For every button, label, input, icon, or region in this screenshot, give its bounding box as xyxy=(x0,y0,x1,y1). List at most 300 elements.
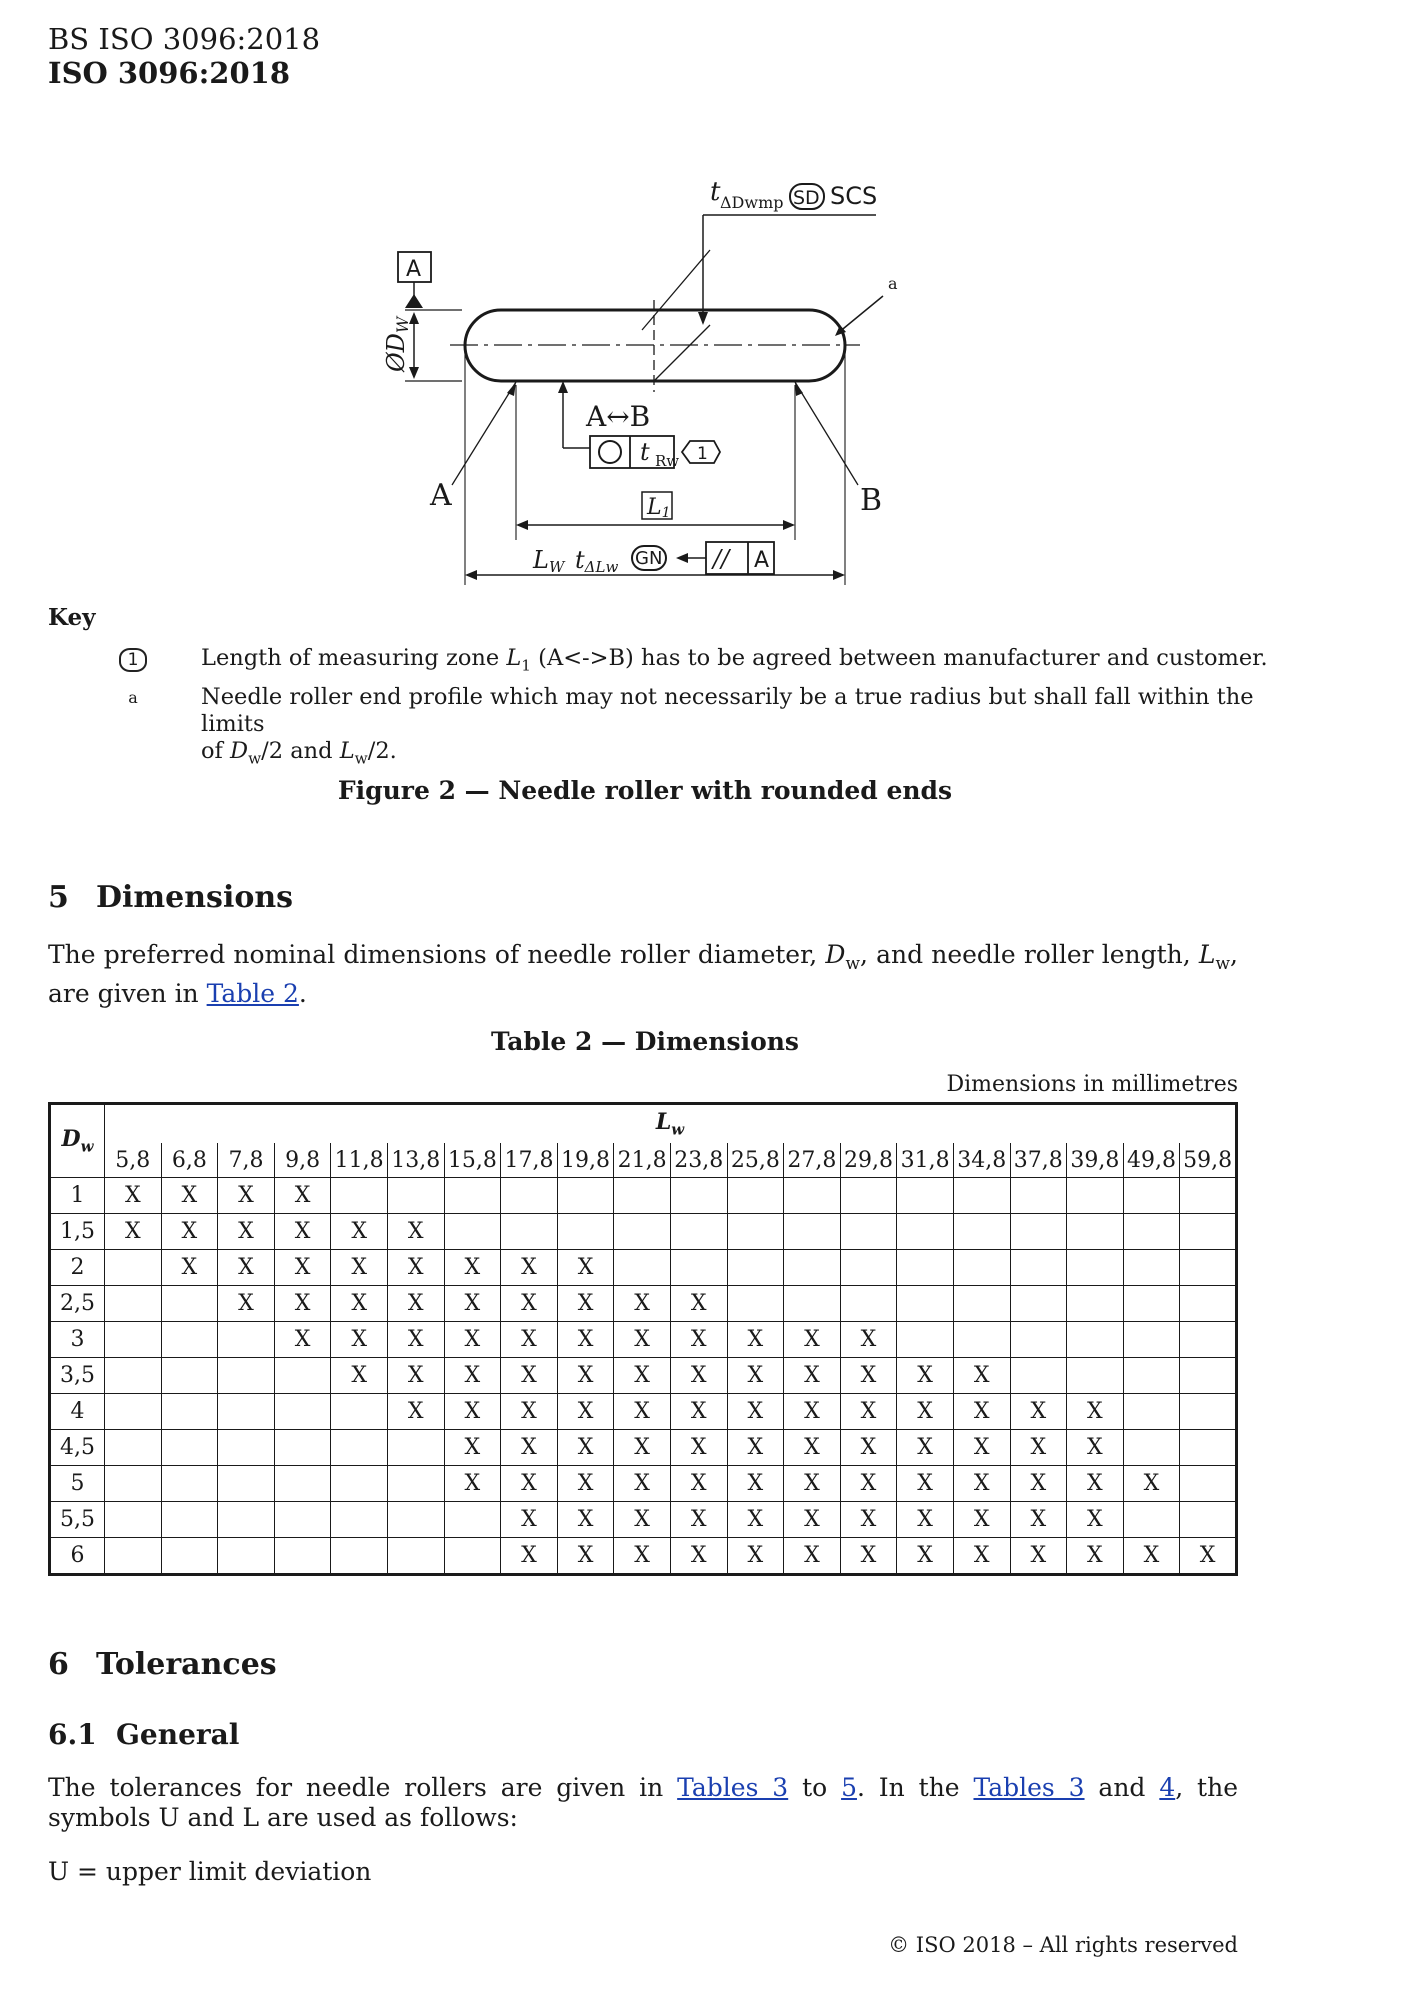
availability-cell xyxy=(953,1214,1010,1250)
availability-cell: X xyxy=(1067,1430,1124,1466)
lw-value-header: 13,8 xyxy=(387,1143,444,1178)
availability-cell: X xyxy=(727,1538,784,1575)
availability-cell: X xyxy=(331,1322,388,1358)
lw-value-header: 27,8 xyxy=(784,1143,841,1178)
availability-cell xyxy=(784,1214,841,1250)
availability-cell xyxy=(1180,1466,1237,1502)
availability-cell: X xyxy=(727,1394,784,1430)
availability-cell: X xyxy=(218,1178,275,1214)
availability-cell xyxy=(1010,1322,1067,1358)
lw-value-header: 7,8 xyxy=(218,1143,275,1178)
label-A: A xyxy=(430,478,452,513)
lw-value-header: 59,8 xyxy=(1180,1143,1237,1178)
availability-cell xyxy=(274,1502,331,1538)
availability-cell: X xyxy=(557,1538,614,1575)
datum-triangle xyxy=(405,294,423,308)
availability-cell: X xyxy=(953,1466,1010,1502)
availability-cell: X xyxy=(274,1214,331,1250)
availability-cell xyxy=(953,1178,1010,1214)
availability-cell: X xyxy=(840,1430,897,1466)
availability-cell: X xyxy=(840,1394,897,1430)
availability-cell: X xyxy=(444,1430,501,1466)
availability-cell: X xyxy=(557,1466,614,1502)
availability-cell xyxy=(1123,1430,1180,1466)
availability-cell xyxy=(218,1394,275,1430)
availability-cell: X xyxy=(387,1286,444,1322)
availability-cell xyxy=(387,1430,444,1466)
availability-cell xyxy=(1180,1430,1237,1466)
tol-top-sub: ΔDwmp xyxy=(720,193,784,212)
table-row xyxy=(50,1322,1237,1358)
lw-value-header: 6,8 xyxy=(161,1143,218,1178)
dw-value-cell: 3,5 xyxy=(50,1358,105,1394)
availability-cell: X xyxy=(218,1250,275,1286)
availability-cell: X xyxy=(444,1250,501,1286)
key-symbol-a: a xyxy=(128,688,138,707)
availability-cell xyxy=(953,1250,1010,1286)
availability-cell xyxy=(161,1322,218,1358)
availability-cell: X xyxy=(1010,1502,1067,1538)
availability-cell xyxy=(670,1250,727,1286)
tables-3-link[interactable]: Tables 3 xyxy=(677,1773,789,1802)
availability-cell: X xyxy=(1010,1430,1067,1466)
availability-cell xyxy=(1123,1250,1180,1286)
availability-cell: X xyxy=(670,1538,727,1575)
availability-cell: X xyxy=(501,1322,558,1358)
availability-cell xyxy=(274,1538,331,1575)
availability-cell xyxy=(218,1358,275,1394)
availability-cell xyxy=(105,1394,162,1430)
availability-cell: X xyxy=(557,1322,614,1358)
tol-top-t: t xyxy=(710,177,721,207)
availability-cell xyxy=(105,1358,162,1394)
section-5-heading: 5 Dimensions xyxy=(48,880,294,915)
availability-cell: X xyxy=(1010,1394,1067,1430)
availability-cell: X xyxy=(784,1538,841,1575)
availability-cell xyxy=(274,1358,331,1394)
availability-cell: X xyxy=(387,1322,444,1358)
availability-cell: X xyxy=(331,1358,388,1394)
table-row xyxy=(50,1286,1237,1322)
availability-cell: X xyxy=(670,1502,727,1538)
availability-cell xyxy=(1180,1178,1237,1214)
availability-cell xyxy=(1067,1178,1124,1214)
parallel-symbol: // xyxy=(713,545,730,573)
availability-cell xyxy=(331,1178,388,1214)
availability-cell: X xyxy=(1010,1538,1067,1575)
availability-cell: X xyxy=(1180,1538,1237,1575)
availability-cell xyxy=(784,1286,841,1322)
availability-cell xyxy=(387,1538,444,1575)
availability-cell: X xyxy=(161,1250,218,1286)
availability-cell: X xyxy=(784,1430,841,1466)
availability-cell: X xyxy=(1067,1538,1124,1575)
availability-cell: X xyxy=(727,1466,784,1502)
key-symbol-1: 1 xyxy=(113,645,153,672)
availability-cell xyxy=(1123,1178,1180,1214)
availability-cell xyxy=(727,1250,784,1286)
availability-cell xyxy=(105,1502,162,1538)
availability-cell: X xyxy=(387,1214,444,1250)
availability-cell xyxy=(1010,1214,1067,1250)
availability-cell xyxy=(840,1250,897,1286)
availability-cell xyxy=(1067,1322,1124,1358)
availability-cell xyxy=(897,1250,954,1286)
table-row xyxy=(50,1178,1237,1214)
availability-cell: X xyxy=(501,1466,558,1502)
lw-value-header: 31,8 xyxy=(897,1143,954,1178)
dw-value-cell: 4,5 xyxy=(50,1430,105,1466)
availability-cell xyxy=(1180,1214,1237,1250)
availability-cell xyxy=(840,1286,897,1322)
availability-cell: X xyxy=(557,1430,614,1466)
availability-cell xyxy=(614,1214,671,1250)
availability-cell: X xyxy=(501,1358,558,1394)
table-row xyxy=(50,1430,1237,1466)
availability-cell: X xyxy=(727,1322,784,1358)
availability-cell: X xyxy=(557,1286,614,1322)
availability-cell: X xyxy=(897,1538,954,1575)
availability-cell xyxy=(614,1250,671,1286)
diag-upper xyxy=(642,250,710,330)
availability-cell xyxy=(614,1178,671,1214)
table-2-link[interactable]: Table 2 xyxy=(206,979,299,1008)
availability-cell: X xyxy=(1123,1538,1180,1575)
dw-value-cell: 6 xyxy=(50,1538,105,1575)
lw-value-header: 29,8 xyxy=(840,1143,897,1178)
availability-cell: X xyxy=(727,1502,784,1538)
runout-sub: Rw xyxy=(655,452,680,470)
availability-cell xyxy=(161,1358,218,1394)
availability-cell xyxy=(1180,1394,1237,1430)
availability-cell: X xyxy=(784,1394,841,1430)
tables-3-link-2[interactable]: Tables 3 xyxy=(973,1773,1085,1802)
availability-cell xyxy=(161,1286,218,1322)
availability-cell: X xyxy=(670,1322,727,1358)
table-row xyxy=(50,1538,1237,1575)
datum-box-label: A xyxy=(406,257,422,282)
availability-cell xyxy=(1123,1286,1180,1322)
parallel-datum: A xyxy=(754,548,770,573)
availability-cell xyxy=(331,1538,388,1575)
availability-cell: X xyxy=(444,1358,501,1394)
availability-cell xyxy=(727,1178,784,1214)
availability-cell xyxy=(444,1178,501,1214)
lw-value-header: 23,8 xyxy=(670,1143,727,1178)
availability-cell: X xyxy=(840,1538,897,1575)
availability-cell: X xyxy=(953,1538,1010,1575)
availability-cell xyxy=(897,1178,954,1214)
availability-cell xyxy=(784,1178,841,1214)
availability-cell: X xyxy=(614,1430,671,1466)
copyright-footer: © ISO 2018 – All rights reserved xyxy=(888,1933,1238,1957)
figure-caption: Figure 2 — Needle roller with rounded ends xyxy=(337,776,953,805)
availability-cell xyxy=(274,1430,331,1466)
availability-cell: X xyxy=(1067,1466,1124,1502)
availability-cell: X xyxy=(444,1394,501,1430)
availability-cell: X xyxy=(1067,1502,1124,1538)
availability-cell: X xyxy=(897,1394,954,1430)
availability-cell: X xyxy=(218,1286,275,1322)
lw-group-header: $L_w$ xyxy=(105,1104,1237,1144)
availability-cell: X xyxy=(840,1466,897,1502)
availability-cell xyxy=(1010,1286,1067,1322)
section-5-paragraph: The preferred nominal dimensions of needle roller diameter, $D_w$, and needle roller length, $L_w$, are given in Table 2. xyxy=(48,940,1238,1008)
availability-cell: X xyxy=(331,1250,388,1286)
availability-cell xyxy=(161,1430,218,1466)
availability-cell xyxy=(444,1502,501,1538)
note-a-leader xyxy=(838,296,883,333)
availability-cell xyxy=(218,1538,275,1575)
availability-cell xyxy=(1180,1250,1237,1286)
availability-cell xyxy=(387,1466,444,1502)
availability-cell: X xyxy=(670,1394,727,1430)
availability-cell: X xyxy=(501,1286,558,1322)
document-header-iso: ISO 3096:2018 xyxy=(48,56,290,90)
ab-label: A↔B xyxy=(586,400,651,433)
availability-cell: X xyxy=(614,1394,671,1430)
availability-cell xyxy=(1067,1214,1124,1250)
availability-cell xyxy=(1067,1358,1124,1394)
key-text-a: Needle roller end profile which may not necessarily be a true radius but shall fall within the limits of $D_w/2$ and $L_w/2$. xyxy=(201,684,1254,768)
availability-cell: X xyxy=(501,1250,558,1286)
availability-cell: X xyxy=(897,1430,954,1466)
dw-column-header: $D_w$ xyxy=(50,1104,105,1178)
availability-cell: X xyxy=(501,1502,558,1538)
availability-cell xyxy=(387,1178,444,1214)
diameter-label: ØDW xyxy=(382,316,412,372)
dw-value-cell: 2 xyxy=(50,1250,105,1286)
availability-cell: X xyxy=(670,1430,727,1466)
availability-cell: X xyxy=(953,1394,1010,1430)
availability-cell xyxy=(1010,1178,1067,1214)
lw-value-header: 25,8 xyxy=(727,1143,784,1178)
lw-value-header: 19,8 xyxy=(557,1143,614,1178)
table-4-link[interactable]: 4 xyxy=(1159,1773,1176,1802)
availability-cell: X xyxy=(840,1502,897,1538)
availability-cell: X xyxy=(501,1430,558,1466)
availability-cell: X xyxy=(274,1286,331,1322)
dw-value-cell: 4 xyxy=(50,1394,105,1430)
availability-cell: X xyxy=(387,1250,444,1286)
lw-value-header: 39,8 xyxy=(1067,1143,1124,1178)
callout-1-label: 1 xyxy=(697,444,708,464)
availability-cell xyxy=(953,1286,1010,1322)
dw-value-cell: 2,5 xyxy=(50,1286,105,1322)
note-a-marker: a xyxy=(888,274,898,293)
section-6-1-paragraph: The tolerances for needle rollers are given in Tables 3 to 5. In the Tables 3 and 4, the symbols U and L are used as follows: xyxy=(48,1773,1238,1832)
availability-cell: X xyxy=(105,1178,162,1214)
availability-cell: X xyxy=(727,1358,784,1394)
availability-cell: X xyxy=(105,1214,162,1250)
availability-cell: X xyxy=(784,1502,841,1538)
availability-cell: X xyxy=(897,1358,954,1394)
availability-cell xyxy=(670,1178,727,1214)
availability-cell xyxy=(897,1286,954,1322)
lw-value-header: 9,8 xyxy=(274,1143,331,1178)
table-row xyxy=(50,1214,1237,1250)
leader-B xyxy=(795,382,858,485)
availability-cell: X xyxy=(953,1358,1010,1394)
needle-roller-drawing xyxy=(360,170,920,600)
runout-t: t xyxy=(640,438,650,466)
availability-cell: X xyxy=(274,1178,331,1214)
availability-cell: X xyxy=(614,1286,671,1322)
availability-cell xyxy=(1123,1358,1180,1394)
availability-cell xyxy=(557,1214,614,1250)
availability-cell xyxy=(897,1322,954,1358)
availability-cell xyxy=(557,1178,614,1214)
availability-cell xyxy=(161,1502,218,1538)
lw-value-header: 15,8 xyxy=(444,1143,501,1178)
dimensions-table xyxy=(48,1102,1238,1576)
availability-cell xyxy=(105,1466,162,1502)
availability-cell xyxy=(897,1214,954,1250)
section-6-1-heading: 6.1 General xyxy=(48,1718,240,1751)
availability-cell: X xyxy=(387,1394,444,1430)
table-units-note: Dimensions in millimetres xyxy=(946,1072,1238,1097)
lw-value-header: 17,8 xyxy=(501,1143,558,1178)
table-row xyxy=(50,1502,1237,1538)
sd-label: SD xyxy=(793,187,820,209)
availability-cell xyxy=(105,1286,162,1322)
lw-value-header: 5,8 xyxy=(105,1143,162,1178)
availability-cell xyxy=(727,1286,784,1322)
availability-cell xyxy=(218,1466,275,1502)
availability-cell: X xyxy=(614,1358,671,1394)
availability-cell: X xyxy=(557,1250,614,1286)
availability-cell: X xyxy=(501,1538,558,1575)
availability-cell: X xyxy=(614,1466,671,1502)
availability-cell: X xyxy=(1010,1466,1067,1502)
availability-cell: X xyxy=(614,1502,671,1538)
table-row xyxy=(50,1394,1237,1430)
availability-cell: X xyxy=(274,1322,331,1358)
availability-cell xyxy=(727,1214,784,1250)
availability-cell xyxy=(784,1250,841,1286)
availability-cell: X xyxy=(331,1286,388,1322)
label-B: B xyxy=(860,483,883,518)
availability-cell: X xyxy=(784,1322,841,1358)
availability-cell: X xyxy=(614,1322,671,1358)
availability-cell: X xyxy=(953,1502,1010,1538)
availability-cell xyxy=(387,1502,444,1538)
availability-cell xyxy=(1123,1322,1180,1358)
table-row xyxy=(50,1358,1237,1394)
availability-cell: X xyxy=(670,1466,727,1502)
section-6-heading: 6 Tolerances xyxy=(48,1647,277,1682)
lw-label: LW xyxy=(533,546,565,576)
leader-A xyxy=(452,382,516,485)
availability-cell: X xyxy=(444,1286,501,1322)
availability-cell xyxy=(840,1214,897,1250)
availability-cell: X xyxy=(444,1466,501,1502)
dw-value-cell: 1,5 xyxy=(50,1214,105,1250)
availability-cell: X xyxy=(897,1466,954,1502)
availability-cell: X xyxy=(161,1178,218,1214)
availability-cell: X xyxy=(840,1322,897,1358)
availability-cell xyxy=(444,1214,501,1250)
availability-cell xyxy=(218,1322,275,1358)
availability-cell xyxy=(840,1178,897,1214)
availability-cell: X xyxy=(784,1466,841,1502)
table-row xyxy=(50,1250,1237,1286)
availability-cell: X xyxy=(784,1358,841,1394)
availability-cell xyxy=(161,1538,218,1575)
table-2-caption: Table 2 — Dimensions xyxy=(490,1027,799,1056)
availability-cell: X xyxy=(387,1358,444,1394)
availability-cell: X xyxy=(557,1358,614,1394)
definition-upper-limit: U = upper limit deviation xyxy=(48,1857,372,1886)
availability-cell xyxy=(331,1466,388,1502)
availability-cell xyxy=(1180,1322,1237,1358)
availability-cell xyxy=(1067,1286,1124,1322)
availability-cell xyxy=(331,1430,388,1466)
lw-value-header: 21,8 xyxy=(614,1143,671,1178)
availability-cell xyxy=(1123,1214,1180,1250)
availability-cell xyxy=(161,1466,218,1502)
availability-cell: X xyxy=(953,1430,1010,1466)
availability-cell xyxy=(670,1214,727,1250)
availability-cell xyxy=(218,1430,275,1466)
availability-cell: X xyxy=(557,1394,614,1430)
availability-cell xyxy=(105,1538,162,1575)
availability-cell xyxy=(501,1214,558,1250)
availability-cell: X xyxy=(727,1430,784,1466)
availability-cell: X xyxy=(670,1286,727,1322)
availability-cell: X xyxy=(218,1214,275,1250)
availability-cell: X xyxy=(331,1214,388,1250)
availability-cell: X xyxy=(897,1502,954,1538)
availability-cell xyxy=(105,1430,162,1466)
availability-cell xyxy=(501,1178,558,1214)
availability-cell xyxy=(1180,1502,1237,1538)
availability-cell xyxy=(953,1322,1010,1358)
scs-label: SCS xyxy=(830,182,878,210)
availability-cell xyxy=(331,1394,388,1430)
availability-cell xyxy=(105,1250,162,1286)
table-5-link[interactable]: 5 xyxy=(841,1773,857,1802)
dw-value-cell: 1 xyxy=(50,1178,105,1214)
gn-label: GN xyxy=(635,548,663,569)
availability-cell xyxy=(1180,1286,1237,1322)
availability-cell: X xyxy=(557,1502,614,1538)
availability-cell: X xyxy=(1123,1466,1180,1502)
key-title: Key xyxy=(48,604,96,631)
availability-cell xyxy=(105,1322,162,1358)
availability-cell: X xyxy=(840,1358,897,1394)
diag-lower xyxy=(655,325,710,380)
availability-cell xyxy=(444,1538,501,1575)
availability-cell xyxy=(1067,1250,1124,1286)
dw-value-cell: 3 xyxy=(50,1322,105,1358)
lw-value-header: 49,8 xyxy=(1123,1143,1180,1178)
table-row xyxy=(50,1466,1237,1502)
availability-cell xyxy=(218,1502,275,1538)
availability-cell: X xyxy=(444,1322,501,1358)
availability-cell xyxy=(274,1394,331,1430)
l1-label: L1 xyxy=(647,495,671,521)
lw-value-header: 34,8 xyxy=(953,1143,1010,1178)
availability-cell xyxy=(1180,1358,1237,1394)
availability-cell xyxy=(1010,1250,1067,1286)
lw-value-header: 37,8 xyxy=(1010,1143,1067,1178)
tlw-label: tΔLw xyxy=(575,546,619,576)
availability-cell xyxy=(331,1502,388,1538)
availability-cell: X xyxy=(1067,1394,1124,1430)
availability-cell xyxy=(1123,1502,1180,1538)
dw-value-cell: 5,5 xyxy=(50,1502,105,1538)
